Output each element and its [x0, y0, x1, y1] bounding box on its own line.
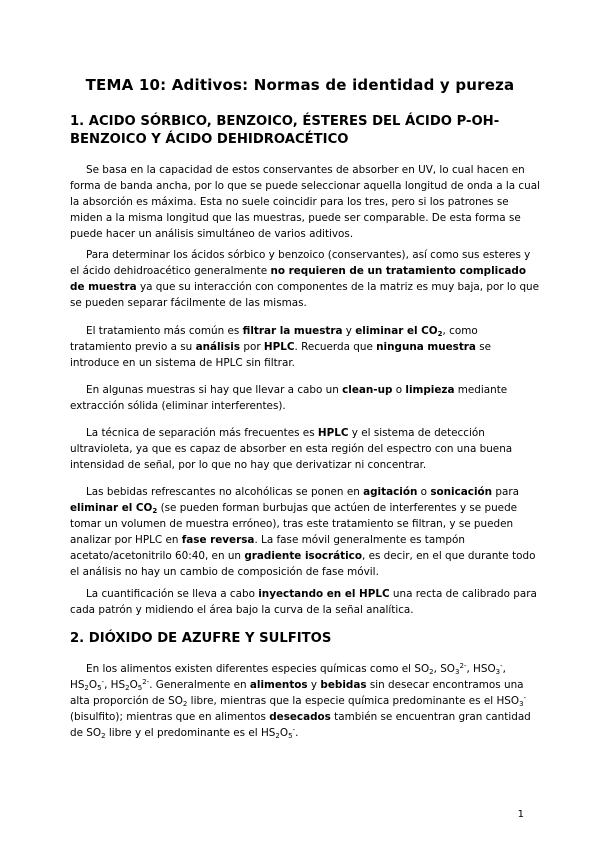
section-1-paragraph-2: Para determinar los ácidos sórbico y benzoico (conservantes), así como sus esteres y el ácido dehidroacético generalmente no requieren de un tratamiento complicado de muestra ya que su interacción con componentes de la matriz es muy baja, por lo que se pueden separar fácilmente de las mismas.	[70, 249, 540, 309]
section-1-paragraph-6: Las bebidas refrescantes no alcohólicas se ponen en agitación o sonicación para eliminar el $CO_2$ (se pueden forman burbujas que actúen de interferentes y se puede tomar un volumen de muestra erróneo), tras este tratamiento se filtran, y se pueden analizar por HPLC en fase reversa. La fase móvil generalmente es tampón acetato/acetonitrilo 60:40, en un gradiente isocrático, es decir, en el que durante todo el análisis no hay un cambio de composición de fase móvil.	[70, 486, 536, 578]
page-title: TEMA 10: Aditivos: Normas de identidad y pureza	[85, 76, 515, 94]
section-1-heading: 1. ACIDO SÓRBICO, BENZOICO, ÉSTERES DEL ÁCIDO P-OH-BENZOICO Y ÁCIDO DEHIDROACÉTICO	[70, 114, 500, 147]
section-2-heading: 2. DIÓXIDO DE AZUFRE Y SULFITOS	[70, 631, 332, 646]
section-1-paragraph-4: En algunas muestras si hay que llevar a cabo un clean-up o limpieza mediante extracción sólida (eliminar interferentes).	[70, 384, 508, 412]
section-1-paragraph-5: La técnica de separación más frecuentes es HPLC y el sistema de detección ultravioleta, ya que es capaz de absorber en esta región del espectro con una buena intensidad de señal, por lo que no hay que derivatizar ni concentrar.	[70, 427, 513, 471]
section-1-paragraph-3: El tratamiento más común es filtrar la muestra y eliminar el $CO_2$, como tratamiento previo a su análisis por HPLC. Recuerda que ninguna muestra se introduce en un sistema de HPLC sin filtrar.	[70, 325, 492, 369]
section-1-paragraph-7: La cuantificación se lleva a cabo inyectando en el HPLC una recta de calibrado para cada patrón y midiendo el área bajo la curva de la señal analítica.	[70, 588, 537, 616]
page-number: 1	[517, 809, 524, 820]
section-2-paragraph-1: En los alimentos existen diferentes especies químicas como el $SO_2$, $SO_3^{2-}$, $HSO_3^-$, $HS_2O_5^-$, $HS_2O_5^{2-}$. Generalmente en alimentos y bebidas sin desecar encontramos una alta proporción de $SO_2$ libre, mientras que la especie química predominante es el $HSO_3^-$ (bisulfito); mientras que en alimentos desecados también se encuentran gran cantidad de $SO_2$ libre y el predominante es el $HS_2O_5^-$.	[70, 662, 531, 740]
section-1-paragraph-1: Se basa en la capacidad de estos conservantes de absorber en UV, lo cual hacen en forma de banda ancha, por lo que se puede seleccionar aquella longitud de onda a la cual la absorción es máxima. Esta no suele coincidir para los tres, pero si los patrones se miden a la misma longitud que las muestras, puede ser comparable. De esta forma se puede hacer un análisis simultáneo de varios aditivos.	[70, 164, 540, 240]
